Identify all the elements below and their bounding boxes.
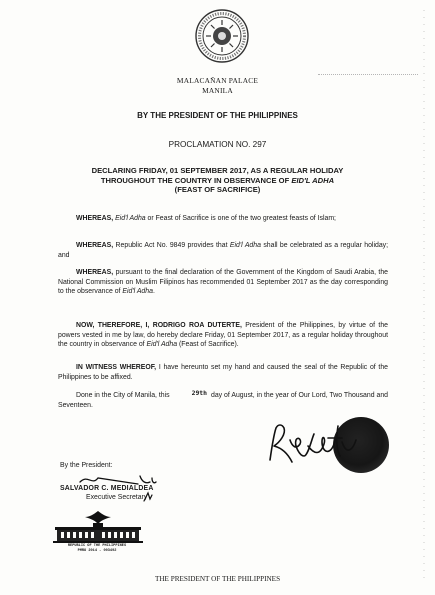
malacanang-palace-emblem-icon bbox=[53, 511, 143, 543]
letterhead-line1: MALACAÑAN PALACE bbox=[176, 76, 259, 85]
declaration-paragraph bbox=[58, 321, 388, 350]
eid-term: Eid'l Adha bbox=[115, 215, 146, 222]
title-line1: DECLARING FRIDAY, 01 SEPTEMBER 2017, AS A REGULAR HOLIDAY bbox=[91, 166, 344, 175]
emboss-line2: PMRO 2014 - 003492 bbox=[77, 548, 117, 553]
secretary-name: SALVADOR C. MEDIALDEA bbox=[60, 485, 154, 492]
paragraph-end: (Feast of Sacrifice). bbox=[178, 341, 239, 349]
paragraph-text: day of August, in the year of Our Lord, Two Thousand and Seventeen. bbox=[58, 392, 388, 409]
initial-mark-icon bbox=[142, 491, 154, 503]
paragraph-text: Done in the City of Manila, this bbox=[76, 392, 170, 399]
paragraph-text: President of the Philippines, by virtue of the powers vested in me by law, do hereby declare Friday, 01 September 2017, as a regular holiday throughout the country in observance of bbox=[58, 322, 389, 349]
whereas-lead: WHEREAS, bbox=[76, 242, 114, 249]
issuing-authority-heading: BY THE PRESIDENT OF THE PHILIPPINES bbox=[137, 111, 298, 120]
secretary-title: Executive Secretary bbox=[86, 494, 148, 501]
eid-term: Eid'l Adha bbox=[122, 288, 153, 296]
by-the-president-label: By the President: bbox=[60, 462, 113, 469]
presidential-seal-icon bbox=[194, 8, 250, 64]
paragraph-text: or Feast of Sacrifice is one of the two greatest feasts of Islam; bbox=[147, 215, 336, 222]
scan-artifact-line bbox=[318, 74, 418, 76]
paragraph-text: pursuant to the final declaration of the Government of the Kingdom of Saudi Arabia, the National Commission on Muslim Filipinos has recommended 01 September 2017 as the day corresponding to the observance of bbox=[58, 269, 388, 296]
witness-lead: IN WITNESS WHEREOF, bbox=[76, 364, 157, 371]
president-signature-icon bbox=[262, 416, 380, 482]
title-line2 bbox=[60, 176, 375, 186]
emboss-line1: REPUBLIC OF THE PHILIPPINES bbox=[67, 544, 127, 548]
proclamation-title bbox=[60, 166, 375, 195]
letterhead-line2: MANILA bbox=[202, 86, 233, 95]
title-line3: (FEAST OF SACRIFICE) bbox=[174, 185, 261, 195]
witness-paragraph bbox=[58, 363, 388, 382]
title-line2-text: THROUGHOUT THE COUNTRY IN OBSERVANCE OF bbox=[100, 175, 292, 185]
declaration-lead: NOW, THEREFORE, I, RODRIGO ROA DUTERTE, bbox=[76, 322, 242, 329]
paragraph-text: shall be celebrated as a regular holiday; and bbox=[58, 242, 389, 259]
emboss-text bbox=[55, 544, 139, 553]
whereas-paragraph-1 bbox=[58, 214, 388, 224]
paragraph-end: . bbox=[152, 288, 155, 296]
eid-term: Eid'l Adha bbox=[229, 242, 261, 249]
proclamation-number: PROCLAMATION NO. 297 bbox=[168, 140, 267, 149]
handwritten-day: 29th bbox=[191, 389, 207, 397]
whereas-lead: WHEREAS, bbox=[76, 215, 114, 222]
title-line2-emphasis: EID'L ADHA bbox=[291, 175, 335, 185]
whereas-paragraph-3 bbox=[58, 268, 388, 297]
footer-text: THE PRESIDENT OF THE PHILIPPINES bbox=[154, 575, 281, 583]
paragraph-text: I have hereunto set my hand and caused the seal of the Republic of the Philippines to be affixed. bbox=[58, 364, 389, 381]
paragraph-text: Republic Act No. 9849 provides that bbox=[115, 242, 228, 249]
done-paragraph bbox=[58, 391, 388, 410]
scan-margin-artifact bbox=[419, 0, 429, 595]
whereas-lead: WHEREAS, bbox=[76, 269, 114, 276]
eid-term: Eid'l Adha bbox=[146, 341, 178, 349]
whereas-paragraph-2 bbox=[58, 241, 388, 260]
